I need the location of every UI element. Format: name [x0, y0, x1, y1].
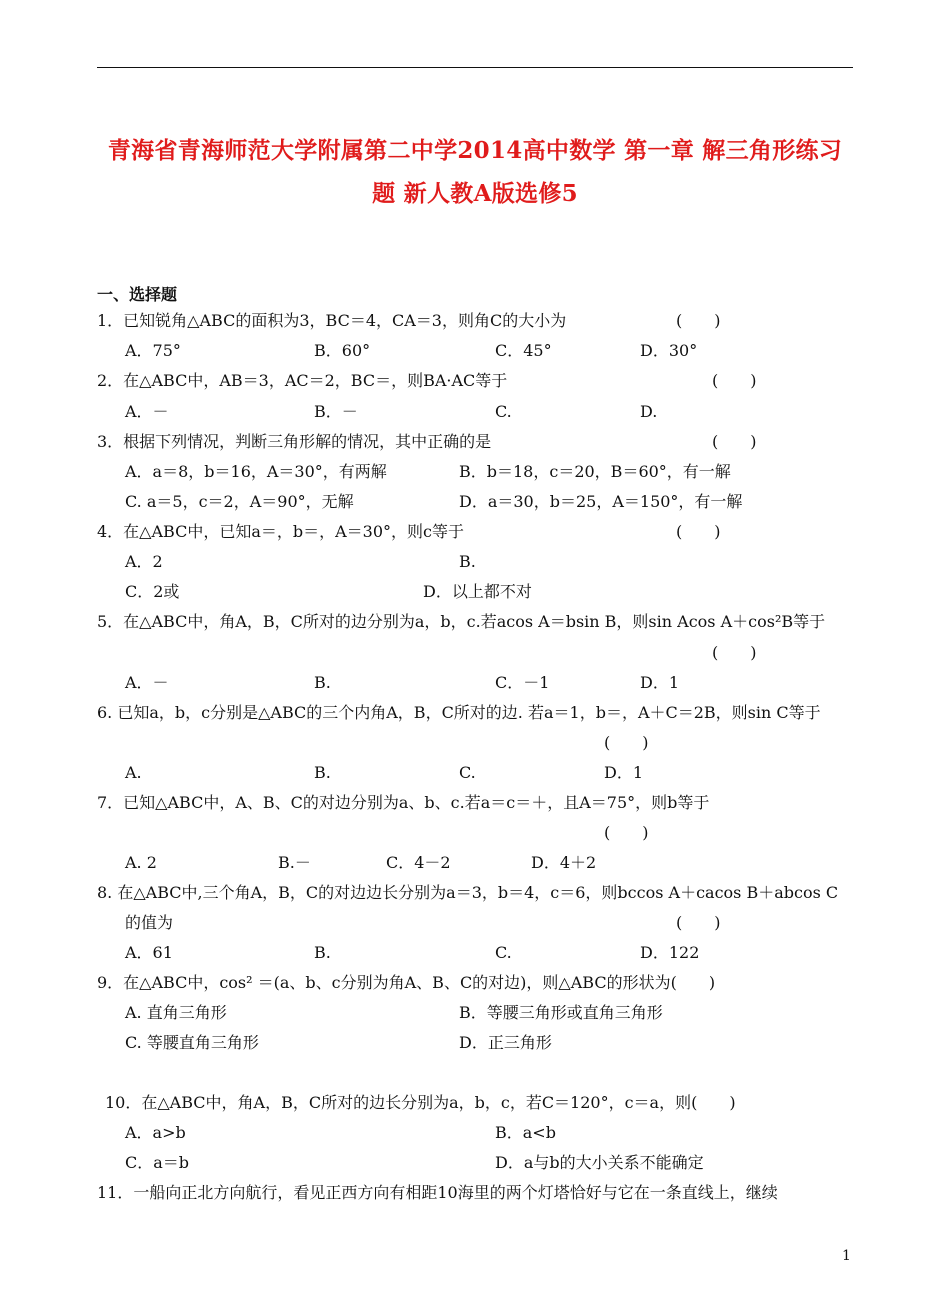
- question-4-option-c: C．2或: [125, 582, 180, 601]
- question-6-option-b: B.: [314, 763, 331, 782]
- question-7-option-a: A. 2: [125, 853, 157, 872]
- question-8-option-b: B.: [314, 943, 331, 962]
- question-8-option-d: D．122: [640, 943, 700, 962]
- question-4-option-d: D．以上都不对: [423, 582, 532, 601]
- page-number: 1: [842, 1248, 851, 1264]
- question-3-option-b: B．b＝18，c＝20，B＝60°，有一解: [459, 462, 731, 481]
- question-7-answer-paren: ( ): [604, 823, 649, 842]
- question-5-answer-paren: ( ): [712, 643, 757, 662]
- question-8-option-c: C.: [495, 943, 512, 962]
- question-4-option-b: B.: [459, 552, 476, 571]
- question-1-option-d: D．30°: [640, 341, 698, 360]
- question-6-option-d: D．1: [604, 763, 644, 782]
- question-10-option-b: B．a<b: [495, 1123, 556, 1142]
- question-6-stem: 6. 已知a，b，c分别是△ABC的三个内角A，B，C所对的边. 若a＝1，b＝，A＋C＝2B，则sin C等于: [97, 703, 821, 722]
- header-rule: [97, 67, 853, 68]
- question-4-answer-paren: ( ): [676, 522, 721, 541]
- question-3-option-c: C. a＝5，c＝2，A＝90°，无解: [125, 492, 354, 511]
- question-9-stem: 9．在△ABC中，cos² ＝(a、b、c分别为角A、B、C的对边)，则△ABC的形状为( ): [97, 973, 716, 992]
- question-5-stem: 5．在△ABC中，角A，B，C所对的边分别为a，b，c.若acos A＝bsin B，则sin Acos A＋cos²B等于: [97, 612, 826, 631]
- question-3-stem: 3．根据下列情况，判断三角形解的情况，其中正确的是: [97, 432, 492, 451]
- question-10-stem: 10．在△ABC中，角A，B，C所对的边长分别为a，b，c，若C＝120°，c＝a，则( ): [105, 1093, 736, 1112]
- question-9-option-a: A. 直角三角形: [125, 1003, 227, 1022]
- question-2-stem: 2．在△ABC中，AB＝3，AC＝2，BC＝，则BA·AC等于: [97, 371, 508, 390]
- question-3-option-d: D．a＝30，b＝25，A＝150°，有一解: [459, 492, 743, 511]
- question-2-option-c: C.: [495, 402, 512, 421]
- question-11-stem: 11．一船向正北方向航行，看见正西方向有相距10海里的两个灯塔恰好与它在一条直线上，继续: [97, 1183, 778, 1202]
- question-4-option-a: A．2: [125, 552, 163, 571]
- question-7-option-c: C．4－2: [386, 853, 451, 872]
- question-6-answer-paren: ( ): [604, 733, 649, 752]
- question-4-stem: 4．在△ABC中，已知a＝，b＝，A＝30°，则c等于: [97, 522, 464, 541]
- question-5-option-b: B.: [314, 673, 331, 692]
- question-2-answer-paren: ( ): [712, 371, 757, 390]
- question-3-answer-paren: ( ): [712, 432, 757, 451]
- question-7-option-b: B.－: [278, 853, 311, 872]
- question-7-stem: 7．已知△ABC中，A、B、C的对边分别为a、b、c.若a＝c＝＋，且A＝75°，则b等于: [97, 793, 710, 812]
- question-10-option-c: C．a＝b: [125, 1153, 190, 1172]
- question-6-option-a: A.: [125, 763, 142, 782]
- question-1-answer-paren: ( ): [676, 311, 721, 330]
- question-2-option-b: B．－: [314, 402, 358, 421]
- question-7-option-d: D．4＋2: [531, 853, 597, 872]
- question-1-option-b: B．60°: [314, 341, 371, 360]
- question-1-option-a: A．75°: [125, 341, 181, 360]
- question-9-option-b: B．等腰三角形或直角三角形: [459, 1003, 663, 1022]
- section-heading: 一、选择题: [97, 285, 178, 304]
- question-1-option-c: C．45°: [495, 341, 552, 360]
- question-8-option-a: A．61: [125, 943, 173, 962]
- question-1-stem: 1．已知锐角△ABC的面积为3，BC＝4，CA＝3，则角C的大小为: [97, 311, 567, 330]
- question-5-option-a: A．－: [125, 673, 169, 692]
- question-5-option-c: C．－1: [495, 673, 550, 692]
- question-10-option-d: D．a与b的大小关系不能确定: [495, 1153, 704, 1172]
- question-5-option-d: D．1: [640, 673, 680, 692]
- question-2-option-d: D.: [640, 402, 658, 421]
- question-8-stem-continued: 的值为: [125, 913, 174, 932]
- document-title-line1: 青海省青海师范大学附属第二中学2014高中数学 第一章 解三角形练习: [107, 137, 843, 164]
- question-6-option-c: C.: [459, 763, 476, 782]
- question-9-option-d: D．正三角形: [459, 1033, 552, 1052]
- question-10-option-a: A．a>b: [125, 1123, 186, 1142]
- document-title-line2: 题 新人教A版选修5: [372, 180, 578, 207]
- question-3-option-a: A．a＝8，b＝16，A＝30°，有两解: [125, 462, 387, 481]
- question-8-stem: 8. 在△ABC中,三个角A，B，C的对边边长分别为a＝3，b＝4，c＝6，则bccos A＋cacos B＋abcos C: [97, 883, 839, 902]
- question-8-answer-paren: ( ): [676, 913, 721, 932]
- question-2-option-a: A．－: [125, 402, 169, 421]
- question-9-option-c: C. 等腰直角三角形: [125, 1033, 259, 1052]
